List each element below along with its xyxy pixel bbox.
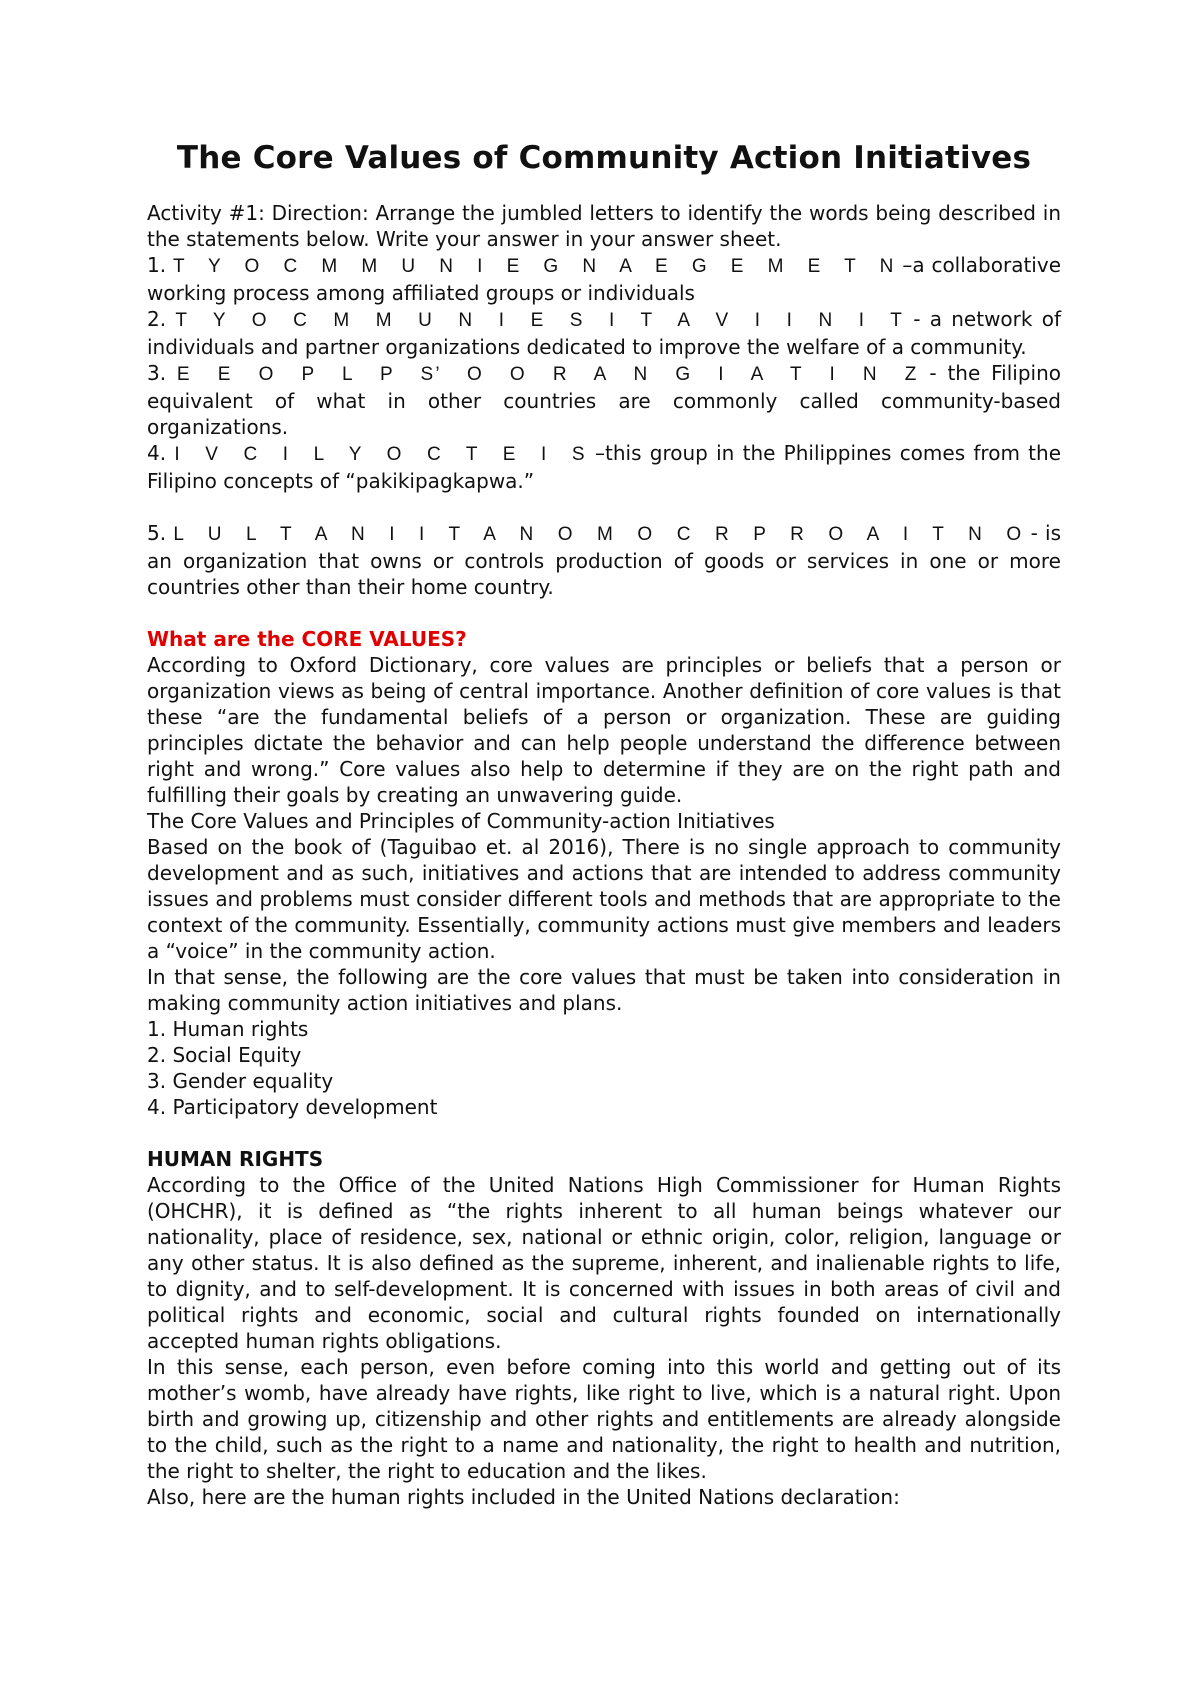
jumbled-word: I V C I L Y O C T E I S — [174, 444, 587, 466]
document-title: The Core Values of Community Action Initiatives — [176, 140, 1032, 176]
item-number: 4. — [147, 441, 167, 466]
item-number: 1. — [147, 253, 167, 278]
list-item: 2. Social Equity — [147, 1043, 302, 1068]
item-number: 3. — [147, 361, 167, 386]
spacer — [147, 494, 1061, 520]
item-description: - a network of individuals and partner organizations dedicated to improve the welfare of a community. — [147, 307, 1061, 360]
item-description: –this group in the Philippines comes from the Filipino concepts of “pakikipagkapwa.” — [147, 441, 1062, 494]
human-rights-paragraph-1: According to the Office of the United Nations High Commissioner for Human Rights (OHCHR), it is defined as “the rights inherent to all human beings whatever our nationality, place of residence, sex, national or ethnic origin, color, religion, language or any other status. It is also defined as the supreme, inherent, and inalienable rights to life, to dignity, and to self-development. It is concerned with issues in both areas of civil and political rights and economic, social and cultural rights founded on internationally accepted human rights obligations. — [147, 1173, 1061, 1354]
core-values-paragraph-1: According to Oxford Dictionary, core values are principles or beliefs that a person or organization views as being of central importance. Another definition of core values is that these “are the fundamental beliefs of a person or organization. These are guiding principles dictate the behavior and can help people understand the difference between right and wrong.” Core values also help to determine if they are on the right path and fulfilling their goals by creating an unwavering guide. — [147, 653, 1061, 808]
human-rights-paragraph-3: Also, here are the human rights included in the United Nations declaration: — [147, 1485, 900, 1510]
list-item: 1. Human rights — [147, 1017, 309, 1042]
spacer — [147, 600, 1061, 626]
activity-item-1 — [147, 252, 1061, 306]
item-description: –a collaborative working process among affiliated groups or individuals — [147, 253, 1062, 306]
jumbled-word: T Y O C M M U N I E G N A E G E M E T N — [172, 256, 896, 278]
core-values-heading: What are the CORE VALUES? — [147, 627, 467, 652]
core-values-paragraph-2: Based on the book of (Taguibao et. al 2016), There is no single approach to community development and as such, initiatives and actions that are intended to address community issues and problems must consider different tools and methods that are appropriate to the context of the community. Essentially, community actions must give members and leaders a “voice” in the community action. — [147, 835, 1061, 964]
jumbled-word: T Y O C M M U N I E S I T A V I I N I T — [175, 310, 905, 332]
activity-item-5 — [147, 520, 1061, 600]
activity-direction: Activity #1: Direction: Arrange the jumbled letters to identify the words being described in the statements below. Write your answer in your answer sheet. — [147, 201, 1061, 252]
activity-item-3 — [147, 360, 1061, 440]
core-values-paragraph-3: In that sense, the following are the core values that must be taken into consideration in making community action initiatives and plans. — [147, 965, 1061, 1016]
item-number: 2. — [147, 307, 167, 332]
document-page — [147, 138, 1061, 1510]
activity-item-2 — [147, 306, 1061, 360]
core-values-list — [147, 1016, 1061, 1120]
core-values-subheading: The Core Values and Principles of Community-action Initiatives — [147, 809, 775, 834]
item-description: - is an organization that owns or controls production of goods or services in one or more countries other than their home country. — [147, 521, 1061, 600]
human-rights-heading: HUMAN RIGHTS — [147, 1147, 324, 1172]
item-description: - the Filipino equivalent of what in other countries are commonly called community-based organizations. — [147, 361, 1061, 440]
jumbled-word: E E O P L P S’ O O R A N G I A T I N Z — [176, 364, 919, 386]
human-rights-paragraph-2: In this sense, each person, even before coming into this world and getting out of its mother’s womb, have already have rights, like right to live, which is a natural right. Upon birth and growing up, citizenship and other rights and entitlements are already alongside to the child, such as the right to a name and nationality, the right to health and nutrition, the right to shelter, the right to education and the likes. — [147, 1355, 1061, 1484]
activity-item-4 — [147, 440, 1061, 494]
item-number: 5. — [147, 521, 167, 546]
spacer — [147, 1120, 1061, 1146]
jumbled-word: L U L T A N I I T A N O M O C R P R O A I T N O — [173, 524, 1024, 546]
list-item: 4. Participatory development — [147, 1095, 438, 1120]
list-item: 3. Gender equality — [147, 1069, 334, 1094]
